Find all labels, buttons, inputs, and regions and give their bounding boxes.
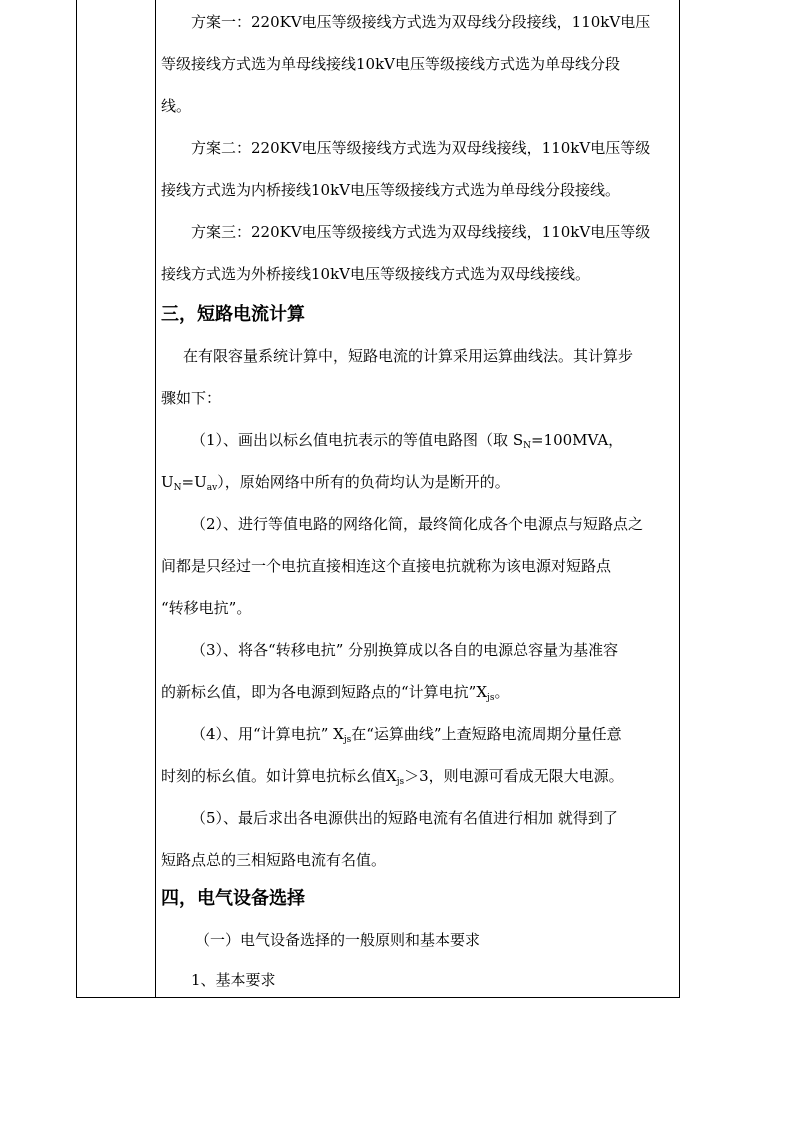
scheme-two-line-2: 接线方式选为内桥接线10kV电压等级接线方式选为单母线分段接线。 [161, 181, 621, 199]
section-heading-equipment: 四，电气设备选择 [161, 888, 305, 909]
section-heading-short-circuit: 三，短路电流计算 [161, 304, 305, 325]
step-3-line-1: （3）、将各“转移电抗” 分别换算成以各自的电源总容量为基准容 [191, 641, 619, 659]
scheme-one-line-2: 等级接线方式选为单母线接线10kV电压等级接线方式选为单母线分段 [161, 55, 621, 73]
paragraph-intro-line-1: 在有限容量系统计算中，短路电流的计算采用运算曲线法。其计算步 [183, 347, 634, 365]
step-2-line-3: “转移电抗”。 [161, 599, 252, 617]
scheme-two-line-1: 方案二：220KV电压等级接线方式选为双母线接线，110kV电压等级 [191, 139, 651, 157]
step-1-line-1: （1）、画出以标幺值电抗表示的等值电路图（取 $S_N=100MVA$， [191, 431, 624, 451]
subsection-general-principles: （一）电气设备选择的一般原则和基本要求 [195, 931, 481, 949]
step-5-line-2: 短路点总的三相短路电流有名值。 [161, 851, 387, 869]
step-2-line-1: （2）、进行等值电路的网络化简，最终简化成各个电源点与短路点之 [191, 515, 644, 533]
step-4-line-1: （4）、用“计算电抗” $X_{js}$在“运算曲线”上查短路电流周期分量任意 [191, 725, 622, 745]
scheme-three-line-1: 方案三：220KV电压等级接线方式选为双母线接线，110kV电压等级 [191, 223, 651, 241]
step-4-line-2: 时刻的标幺值。如计算电抗标幺值$X_{js}>3$，则电源可看成无限大电源。 [161, 767, 624, 787]
step-2-line-2: 间都是只经过一个电抗直接相连这个直接电抗就称为该电源对短路点 [161, 557, 612, 575]
table-column-divider [155, 0, 156, 997]
step-5-line-1: （5）、最后求出各电源供出的短路电流有名值进行相加 就得到了 [191, 809, 618, 827]
document-table [76, 0, 680, 998]
table-content-cell [161, 0, 677, 998]
subsection-basic-requirements: 1、基本要求 [191, 971, 276, 989]
paragraph-intro-line-2: 骤如下： [161, 389, 222, 407]
step-1-line-2: $U_N=U_{av}$），原始网络中所有的负荷均认为是断开的。 [161, 473, 510, 493]
scheme-one-line-3: 线。 [161, 97, 192, 115]
step-3-line-2: 的新标幺值，即为各电源到短路点的“计算电抗$”X_{js}$。 [161, 683, 510, 703]
scheme-three-line-2: 接线方式选为外桥接线10kV电压等级接线方式选为双母线接线。 [161, 265, 591, 283]
scheme-one-line-1: 方案一：220KV电压等级接线方式选为双母线分段接线，110kV电压 [191, 13, 651, 31]
